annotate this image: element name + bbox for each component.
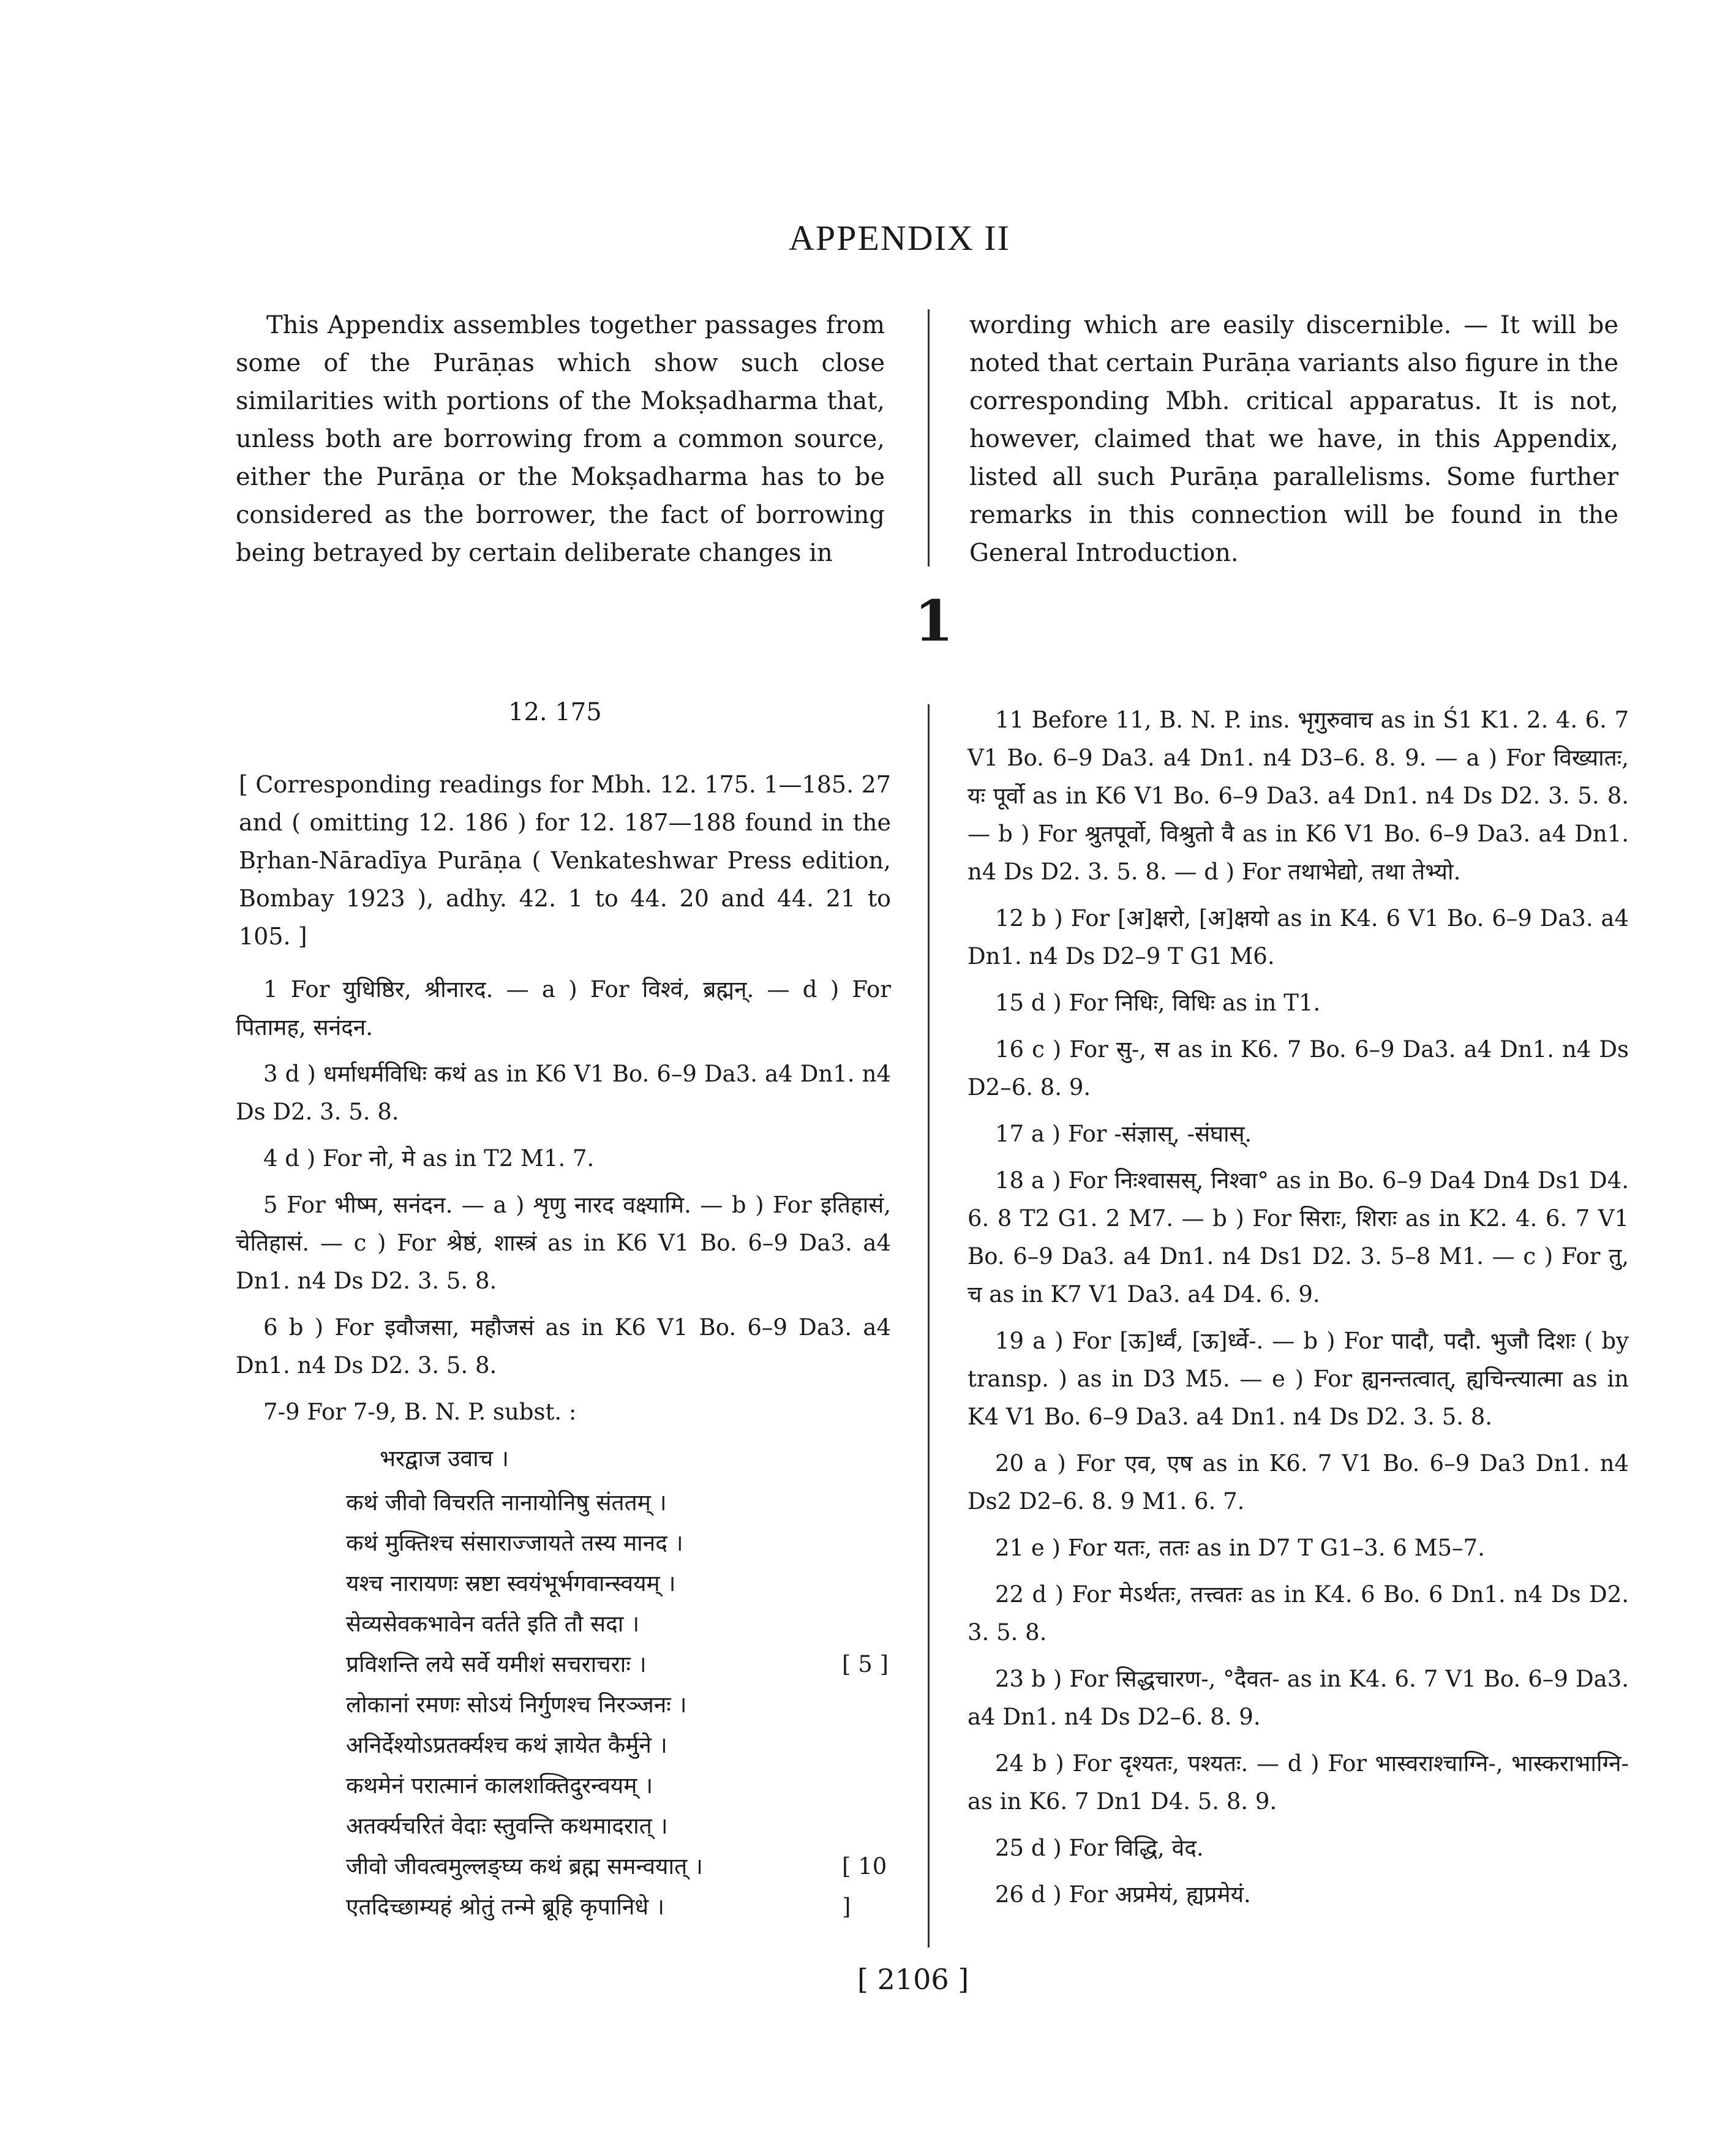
column-divider-top bbox=[928, 309, 930, 566]
note-21: 21 e ) For यतः, ततः as in D7 T G1–3. 6 M5–7. bbox=[995, 1535, 1485, 1561]
note-17: 17 a ) For -संज्ञास्, -संघास्. bbox=[995, 1121, 1252, 1147]
verse-text: कथं जीवो विचरति नानायोनिषु संततम् । bbox=[346, 1489, 667, 1516]
verse-text: जीवो जीवत्वमुल्लङ्घ्य कथं ब्रह्म समन्वयात् । bbox=[346, 1853, 703, 1879]
intro-paragraph-left: This Appendix assembles together passages from some of the Purāṇas which show such close similarities with portions of the Mokṣadharma that, unless both are borrowing from a common source, either the Purāṇa or the Mokṣadharma has to be considered as the borrower, the fact of borrowing being betrayed by certain deliberate changes in bbox=[236, 311, 885, 567]
verse-line bbox=[346, 1604, 891, 1644]
note-12: 12 b ) For [अ]क्षरो, [अ]क्षयो as in K4. 6 V1 Bo. 6–9 Da3. a4 Dn1. n4 Ds D2–9 T G1 M6. bbox=[968, 905, 1629, 969]
verse-text: कथमेनं परात्मानं कालशक्तिदुरन्वयम् । bbox=[346, 1772, 653, 1799]
verse-line bbox=[346, 1685, 891, 1725]
note-20: 20 a ) For एव, एष as in K6. 7 V1 Bo. 6–9 Da3 Dn1. n4 Ds2 D2–6. 8. 9 M1. 6. 7. bbox=[968, 1450, 1629, 1515]
note-6: 6 b ) For इवौजसा, महौजसं as in K6 V1 Bo. 6–9 Da3. a4 Dn1. n4 Ds D2. 3. 5. 8. bbox=[236, 1314, 891, 1379]
verse-text: लोकानां रमणः सोऽयं निर्गुणश्च निरञ्जनः । bbox=[346, 1691, 687, 1718]
verse-line bbox=[346, 1806, 891, 1846]
verse-text: अतर्क्यचरितं वेदाः स्तुवन्ति कथमादरात् । bbox=[346, 1813, 668, 1839]
verse-block bbox=[236, 1483, 891, 1927]
note-26: 26 d ) For अप्रमेयं, ह्यप्रमेयं. bbox=[995, 1881, 1251, 1908]
correspondence-note: [ Corresponding readings for Mbh. 12. 175. 1—185. 27 and ( omitting 12. 186 ) for 12. 187—188 found in the Bṛhan-Nāradīya Purāṇa ( Venkateshwar Press edition, Bombay 1923 ), adhy. 42. 1 to 44. 20 and 44. 21 to 105. ] bbox=[239, 771, 891, 950]
verse-line bbox=[346, 1563, 891, 1604]
verse-number: [ 5 ] bbox=[842, 1651, 889, 1677]
verse-line bbox=[346, 1725, 891, 1766]
section-number: 1 bbox=[914, 588, 953, 654]
note-25: 25 d ) For विद्धि, वेद. bbox=[995, 1835, 1204, 1861]
verse-text: अनिर्देश्योऽप्रतर्क्यश्च कथं ज्ञायेत कैर्मुने । bbox=[346, 1732, 667, 1758]
note-22: 22 d ) For मेऽर्थतः, तत्त्वतः as in K4. 6 Bo. 6 Dn1. n4 Ds D2. 3. 5. 8. bbox=[968, 1581, 1629, 1646]
note-11: 11 Before 11, B. N. P. ins. भृगुरुवाच as in Ś1 K1. 2. 4. 6. 7 V1 Bo. 6–9 Da3. a4 Dn1. n4 D3–6. 8. 9. — a ) For विख्यातः, यः पूर्वो as in K6 V1 Bo. 6–9 Da3. a4 Dn1. n4 Ds D2. 3. 5. 8. — b ) For श्रुतपूर्वो, विश्रुतो वै as in K6 V1 Bo. 6–9 Da3. a4 Dn1. n4 Ds D2. 3. 5. 8. — d ) For तथाभेद्यो, तथा तेभ्यो. bbox=[968, 707, 1629, 885]
verse-text: एतदिच्छाम्यहं श्रोतुं तन्मे ब्रूहि कृपानिधे । bbox=[346, 1894, 664, 1920]
verse-text: कथं मुक्तिश्च संसाराज्जायते तस्य मानद । bbox=[346, 1530, 683, 1556]
verse-number: [ 10 ] bbox=[842, 1853, 887, 1920]
verse-line bbox=[346, 1766, 891, 1806]
verse-line bbox=[346, 1523, 891, 1563]
note-3: 3 d ) धर्माधर्मविधिः कथं as in K6 V1 Bo. 6–9 Da3. a4 Dn1. n4 Ds D2. 3. 5. 8. bbox=[236, 1061, 891, 1125]
note-19: 19 a ) For [ऊ]र्ध्वं, [ऊ]र्ध्वे-. — b ) For पादौ, पदौ. भुजौ दिशः ( by transp. ) as in D3 M5. — e ) For ह्यनन्तत्वात्, ह्यचिन्त्यात्मा as in K4 V1 Bo. 6–9 Da3. a4 Dn1. n4 Ds D2. 3. 5. 8. bbox=[968, 1328, 1629, 1430]
note-15: 15 d ) For निधिः, विधिः as in T1. bbox=[995, 990, 1321, 1016]
note-5: 5 For भीष्म, सनंदन. — a ) शृणु नारद वक्ष्यामि. — b ) For इतिहासं, चेतिहासं. — c ) For श्रेष्ठं, शास्त्रं as in K6 V1 Bo. 6–9 Da3. a4 Dn1. n4 Ds D2. 3. 5. 8. bbox=[236, 1192, 891, 1294]
verse-text: प्रविशन्ति लये सर्वे यमीशं सचराचराः । bbox=[346, 1651, 647, 1677]
verse-line bbox=[346, 1483, 891, 1523]
note-4: 4 d ) For नो, मे as in T2 M1. 7. bbox=[263, 1145, 595, 1172]
left-column-notes bbox=[236, 971, 891, 1927]
right-column-notes bbox=[968, 701, 1629, 1922]
page-title: APPENDIX II bbox=[789, 218, 1010, 258]
note-24: 24 b ) For दृश्यतः, पश्यतः. — d ) For भास्वराश्चाग्नि-, भास्कराभाग्नि- as in K6. 7 Dn1 D4. 5. 8. 9. bbox=[968, 1750, 1629, 1815]
verse-text: यश्च नारायणः स्रष्टा स्वयंभूर्भगवान्स्वयम् । bbox=[346, 1570, 676, 1597]
intro-paragraph-right: wording which are easily discernible. — It will be noted that certain Purāṇa variants also figure in the corresponding Mbh. critical apparatus. It is not, however, claimed that we have, in this Appendix, listed all such Purāṇa parallelisms. Some further remarks in this connection will be found in the General Introduction. bbox=[969, 311, 1618, 567]
page-number: [ 2106 ] bbox=[857, 1963, 969, 1996]
note-18: 18 a ) For निःश्वासस्, निश्वा° as in Bo. 6–9 Da4 Dn4 Ds1 D4. 6. 8 T2 G1. 2 M7. — b ) For सिराः, शिराः as in K2. 4. 6. 7 V1 Bo. 6–9 Da3. a4 Dn1. n4 Ds1 D2. 3. 5–8 M1. — c ) For तु, च as in K7 V1 Da3. a4 D4. 6. 9. bbox=[968, 1167, 1629, 1308]
note-23: 23 b ) For सिद्धचारण-, °दैवत- as in K4. 6. 7 V1 Bo. 6–9 Da3. a4 Dn1. n4 Ds D2–6. 8. 9. bbox=[968, 1666, 1629, 1730]
note-7-9: 7-9 For 7-9, B. N. P. subst. : bbox=[263, 1399, 577, 1425]
verse-line bbox=[346, 1887, 891, 1927]
column-divider-main bbox=[928, 704, 930, 1947]
note-1: 1 For युधिष्ठिर, श्रीनारद. — a ) For विश्वं, ब्रह्मन्. — d ) For पितामह, सनंदन. bbox=[236, 976, 891, 1040]
verse-line bbox=[346, 1644, 891, 1685]
verse-speaker: भरद्वाज उवाच । bbox=[380, 1445, 509, 1472]
verse-text: सेव्यसेवकभावेन वर्तते इति तौ सदा । bbox=[346, 1611, 640, 1637]
note-16: 16 c ) For सु-, स as in K6. 7 Bo. 6–9 Da3. a4 Dn1. n4 Ds D2–6. 8. 9. bbox=[968, 1036, 1629, 1101]
section-heading: 12. 175 bbox=[508, 698, 602, 726]
